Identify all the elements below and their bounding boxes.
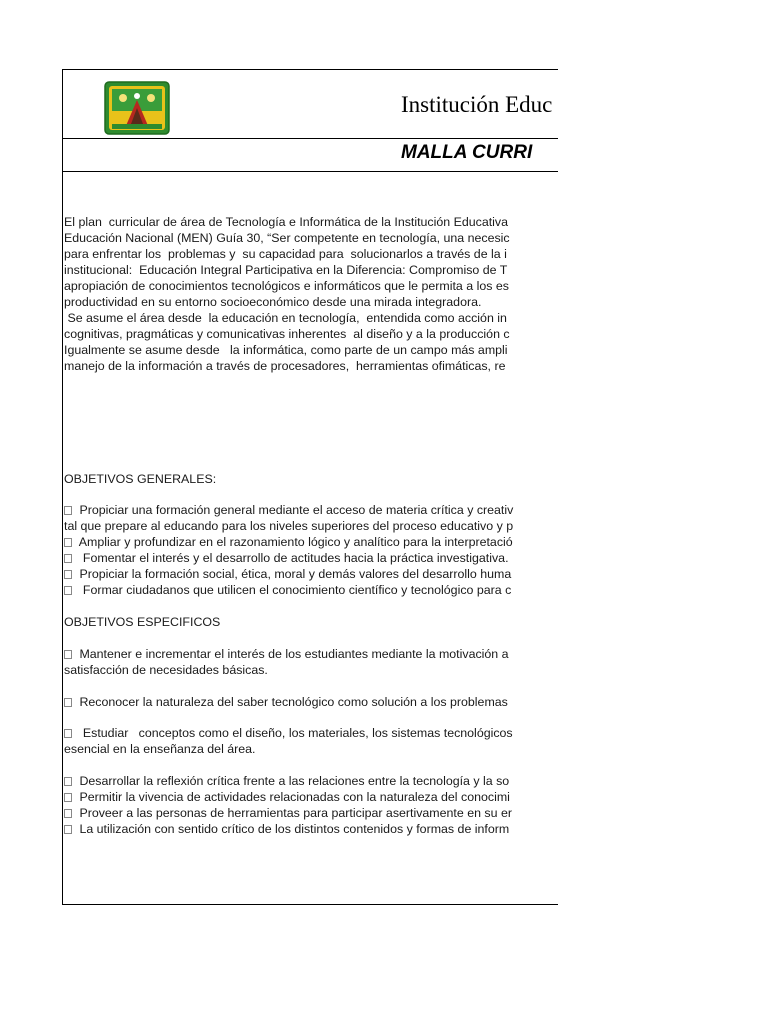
intro-line: Se asume el área desde la educación en tecnología, entendida como acción in — [64, 311, 507, 325]
bullet-icon — [64, 554, 72, 563]
intro-line: manejo de la información a través de procesadores, herramientas ofimáticas, re — [64, 359, 506, 373]
intro-line: El plan curricular de área de Tecnología e Informática de la Institución Educativa — [64, 215, 509, 229]
malla-curricular-title: MALLA CURRI — [401, 142, 533, 163]
objetivos-generales-heading: OBJETIVOS GENERALES: — [64, 472, 217, 486]
intro-line: productividad en su entorno socioeconómico desde una mirada integradora. — [64, 295, 482, 309]
objetivo-general-item: Propiciar una formación general mediante el acceso de materia crítica y creativ — [64, 502, 513, 518]
bullet-icon — [64, 650, 72, 659]
divider — [63, 171, 558, 172]
objetivo-especifico-item: satisfacción de necesidades básicas. — [64, 663, 268, 677]
bullet-icon — [64, 809, 72, 818]
objetivo-especifico-item: Mantener e incrementar el interés de los estudiantes mediante la motivación a — [64, 646, 509, 662]
bullet-icon — [64, 698, 72, 707]
intro-line: para enfrentar los problemas y su capacidad para solucionarlos a través de la i — [64, 247, 507, 261]
curriculum-sheet — [62, 69, 558, 905]
bullet-icon — [64, 570, 72, 579]
bullet-icon — [64, 506, 72, 515]
bullet-icon — [64, 538, 72, 547]
objetivo-general-item: Propiciar la formación social, ética, moral y demás valores del desarrollo huma — [64, 566, 511, 582]
intro-line: apropiación de conocimientos tecnológicos e informáticos que le permita a los es — [64, 279, 509, 293]
bullet-icon — [64, 777, 72, 786]
objetivo-general-item: Ampliar y profundizar en el razonamiento lógico y analítico para la interpretació — [64, 534, 513, 550]
divider — [63, 138, 558, 139]
intro-line: cognitivas, pragmáticas y comunicativas inherentes al diseño y a la producción c — [64, 327, 510, 341]
objetivo-general-item: Fomentar el interés y el desarrollo de actitudes hacia la práctica investigativa. — [64, 550, 509, 566]
institution-title: Institución Educ — [401, 92, 553, 117]
objetivos-especificos-heading: OBJETIVOS ESPECIFICOS — [64, 615, 221, 629]
institution-logo — [103, 80, 171, 136]
bullet-icon — [64, 793, 72, 802]
objetivo-especifico-item: Desarrollar la reflexión crítica frente a las relaciones entre la tecnología y la so — [64, 773, 509, 789]
objetivo-general-item: Formar ciudadanos que utilicen el conocimiento científico y tecnológico para c — [64, 582, 511, 598]
objetivo-especifico-item: esencial en la enseñanza del área. — [64, 742, 256, 756]
intro-line: Educación Nacional (MEN) Guía 30, “Ser competente en tecnología, una necesic — [64, 231, 510, 245]
objetivo-especifico-item: Reconocer la naturaleza del saber tecnológico como solución a los problemas — [64, 694, 508, 710]
objetivo-general-item: tal que prepare al educando para los niveles superiores del proceso educativo y p — [64, 519, 514, 533]
objetivo-especifico-item: Estudiar conceptos como el diseño, los materiales, los sistemas tecnológicos — [64, 725, 513, 741]
bullet-icon — [64, 825, 72, 834]
intro-line: institucional: Educación Integral Participativa en la Diferencia: Compromiso de T — [64, 263, 508, 277]
bullet-icon — [64, 729, 72, 738]
intro-line: Igualmente se asume desde la informática, como parte de un campo más ampli — [64, 343, 508, 357]
bullet-icon — [64, 586, 72, 595]
objetivo-especifico-item: Proveer a las personas de herramientas para participar asertivamente en su er — [64, 805, 512, 821]
objetivo-especifico-item: Permitir la vivencia de actividades relacionadas con la naturaleza del conocimi — [64, 789, 510, 805]
objetivo-especifico-item: La utilización con sentido crítico de los distintos contenidos y formas de inform — [64, 821, 509, 837]
